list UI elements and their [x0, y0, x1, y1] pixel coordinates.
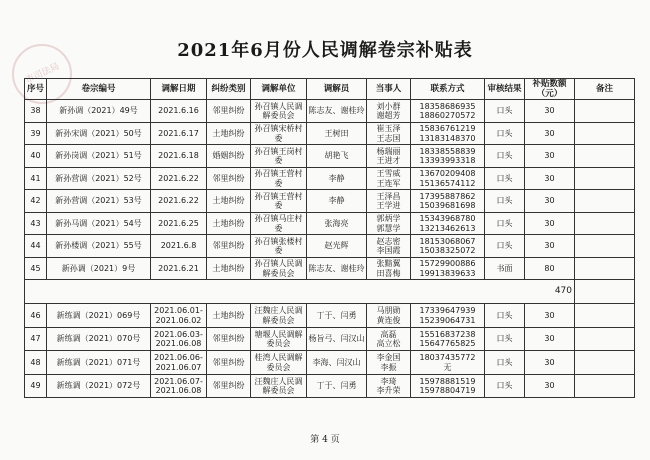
mediation-date-cell: 2021.06.01- 2021.06.02	[151, 304, 207, 328]
mediator-cell: 张海亮	[307, 212, 367, 235]
row-number-cell: 47	[25, 327, 47, 351]
remarks-cell	[575, 351, 635, 375]
mediation-date-cell: 2021.6.16	[151, 100, 207, 123]
seal-text: 市司法局	[24, 61, 62, 87]
table-row	[25, 235, 635, 258]
mediation-date-cell: 2021.6.8	[151, 235, 207, 258]
row-number-cell: 44	[25, 235, 47, 258]
mediation-unit-cell: 孙召镇王营村委	[251, 167, 307, 190]
contact-cell: 15516837238 15647765825	[411, 327, 485, 351]
header-cell: 卷宗编号	[47, 79, 151, 100]
contact-cell: 18358686935 18860270572	[411, 100, 485, 123]
header-cell: 备注	[575, 79, 635, 100]
subtotal-note-cell	[575, 280, 635, 304]
table-row	[25, 327, 635, 351]
mediation-unit-cell: 孙召镇张楼村委	[251, 235, 307, 258]
case-code-cell: 新孙马调（2021）54号	[47, 212, 151, 235]
remarks-cell	[575, 235, 635, 258]
row-number-cell: 41	[25, 167, 47, 190]
case-code-cell: 新孙营调（2021）52号	[47, 167, 151, 190]
contact-cell: 18153068067 15038325072	[411, 235, 485, 258]
mediation-date-cell: 2021.6.18	[151, 145, 207, 168]
review-result-cell: 口头	[485, 351, 525, 375]
table-row	[25, 374, 635, 398]
parties-cell: 崔玉泽 王志国	[367, 122, 411, 145]
subsidy-amount-cell: 30	[525, 304, 575, 328]
subsidy-amount-cell: 30	[525, 235, 575, 258]
mediation-date-cell: 2021.6.22	[151, 190, 207, 213]
row-number-cell: 42	[25, 190, 47, 213]
subsidy-amount-cell: 30	[525, 212, 575, 235]
contact-cell: 15729900886 19913839633	[411, 257, 485, 280]
remarks-cell	[575, 374, 635, 398]
row-number-cell: 46	[25, 304, 47, 328]
header-cell: 调解员	[307, 79, 367, 100]
contact-cell: 15836761219 13183148370	[411, 122, 485, 145]
mediator-cell: 陈志友、谢桂玲	[307, 100, 367, 123]
remarks-cell	[575, 257, 635, 280]
remarks-cell	[575, 212, 635, 235]
header-cell: 审核结果	[485, 79, 525, 100]
parties-cell: 赵志密 李国霞	[367, 235, 411, 258]
row-number-cell: 48	[25, 351, 47, 375]
row-number-cell: 43	[25, 212, 47, 235]
table-row	[25, 351, 635, 375]
row-number-cell: 45	[25, 257, 47, 280]
remarks-cell	[575, 100, 635, 123]
subsidy-amount-cell: 30	[525, 122, 575, 145]
review-result-cell: 口头	[485, 145, 525, 168]
review-result-cell: 口头	[485, 122, 525, 145]
mediator-cell: 丁于、闫勇	[307, 304, 367, 328]
header-cell: 当事人	[367, 79, 411, 100]
table-row	[25, 145, 635, 168]
review-result-cell: 口头	[485, 374, 525, 398]
table-row	[25, 100, 635, 123]
case-code-cell: 新孙调（2021）49号	[47, 100, 151, 123]
subsidy-amount-cell: 30	[525, 190, 575, 213]
page-number: 第 4 页	[310, 435, 340, 445]
table-row	[25, 122, 635, 145]
review-result-cell: 口头	[485, 190, 525, 213]
mediation-unit-cell: 孙召镇人民调解委员会	[251, 257, 307, 280]
case-code-cell: 新孙楼调（2021）55号	[47, 235, 151, 258]
parties-cell: 马朋勋 黄连俊	[367, 304, 411, 328]
mediator-cell: 王树田	[307, 122, 367, 145]
parties-cell: 王泽昌 王学进	[367, 190, 411, 213]
parties-cell: 郭炳学 郭慧学	[367, 212, 411, 235]
dispute-type-cell: 邻里纠纷	[207, 374, 251, 398]
mediation-date-cell: 2021.06.06- 2021.06.07	[151, 351, 207, 375]
contact-cell: 15343968780 13213462613	[411, 212, 485, 235]
case-code-cell: 新练调（2021）069号	[47, 304, 151, 328]
mediation-unit-cell: 孙召镇人民调解委员会	[251, 100, 307, 123]
mediation-unit-cell: 塘堰人民调解委员会	[251, 327, 307, 351]
subtotal-value: 470	[25, 280, 575, 304]
mediator-cell: 丁于、闫勇	[307, 374, 367, 398]
dispute-type-cell: 土地纠纷	[207, 304, 251, 328]
page-title: 2021年6月份人民调解卷宗补贴表	[177, 40, 473, 61]
table-row	[25, 190, 635, 213]
contact-cell: 17395887862 15039681698	[411, 190, 485, 213]
review-result-cell: 口头	[485, 212, 525, 235]
remarks-cell	[575, 304, 635, 328]
contact-cell: 15978881519 15978804719	[411, 374, 485, 398]
row-number-cell: 39	[25, 122, 47, 145]
case-code-cell: 新孙岗调（2021）51号	[47, 145, 151, 168]
case-code-cell: 新练调（2021）072号	[47, 374, 151, 398]
mediation-unit-cell: 汪魏庄人民调解委员会	[251, 304, 307, 328]
contact-cell: 18037435772 无	[411, 351, 485, 375]
case-code-cell: 新孙调（2021）9号	[47, 257, 151, 280]
mediator-cell: 李静	[307, 167, 367, 190]
mediation-date-cell: 2021.6.25	[151, 212, 207, 235]
dispute-type-cell: 土地纠纷	[207, 212, 251, 235]
dispute-type-cell: 土地纠纷	[207, 122, 251, 145]
header-cell: 联系方式	[411, 79, 485, 100]
header-cell: 调解日期	[151, 79, 207, 100]
contact-cell: 17339647939 15239064731	[411, 304, 485, 328]
mediator-cell: 陈志友、谢桂玲	[307, 257, 367, 280]
mediator-cell: 胡艳飞	[307, 145, 367, 168]
contact-cell: 13670209408 15136574112	[411, 167, 485, 190]
review-result-cell: 口头	[485, 100, 525, 123]
mediation-unit-cell: 孙召镇王岗村委	[251, 145, 307, 168]
mediator-cell: 李静	[307, 190, 367, 213]
row-number-cell: 49	[25, 374, 47, 398]
subsidy-amount-cell: 30	[525, 374, 575, 398]
mediation-date-cell: 2021.6.21	[151, 257, 207, 280]
dispute-type-cell: 邻里纠纷	[207, 100, 251, 123]
review-result-cell: 口头	[485, 167, 525, 190]
mediation-date-cell: 2021.6.17	[151, 122, 207, 145]
dispute-type-cell: 婚姻纠纷	[207, 145, 251, 168]
mediation-date-cell: 2021.6.22	[151, 167, 207, 190]
parties-cell: 刘小群 谢超芳	[367, 100, 411, 123]
subsidy-amount-cell: 30	[525, 351, 575, 375]
header-cell: 纠纷类别	[207, 79, 251, 100]
dispute-type-cell: 邻里纠纷	[207, 235, 251, 258]
review-result-cell: 书面	[485, 257, 525, 280]
case-code-cell: 新孙宋调（2021）50号	[47, 122, 151, 145]
review-result-cell: 口头	[485, 235, 525, 258]
case-code-cell: 新练调（2021）071号	[47, 351, 151, 375]
subsidy-amount-cell: 30	[525, 167, 575, 190]
remarks-cell	[575, 327, 635, 351]
remarks-cell	[575, 122, 635, 145]
dispute-type-cell: 土地纠纷	[207, 257, 251, 280]
parties-cell: 王雪威 王连军	[367, 167, 411, 190]
dispute-type-cell: 土地纠纷	[207, 190, 251, 213]
row-number-cell: 38	[25, 100, 47, 123]
table-row	[25, 257, 635, 280]
mediation-unit-cell: 孙召镇王营村委	[251, 190, 307, 213]
case-code-cell: 新练调（2021）070号	[47, 327, 151, 351]
remarks-cell	[575, 167, 635, 190]
subtotal-row	[25, 280, 635, 304]
dispute-type-cell: 邻里纠纷	[207, 167, 251, 190]
mediation-date-cell: 2021.06.07- 2021.06.08	[151, 374, 207, 398]
mediation-unit-cell: 孙召镇宋桥村委	[251, 122, 307, 145]
case-code-cell: 新孙营调（2021）53号	[47, 190, 151, 213]
mediator-cell: 赵光辉	[307, 235, 367, 258]
header-cell: 调解单位	[251, 79, 307, 100]
table-row	[25, 212, 635, 235]
mediation-date-cell: 2021.06.03- 2021.06.08	[151, 327, 207, 351]
mediation-unit-cell: 桂湾人民调解委员会	[251, 351, 307, 375]
remarks-cell	[575, 145, 635, 168]
table-header-row	[25, 79, 635, 100]
mediator-cell: 杨旨弓、闫汉山	[307, 327, 367, 351]
table-row	[25, 167, 635, 190]
parties-cell: 李金国 李振	[367, 351, 411, 375]
subsidy-amount-cell: 30	[525, 100, 575, 123]
subsidy-table	[24, 78, 635, 398]
header-cell: 序号	[25, 79, 47, 100]
row-number-cell: 40	[25, 145, 47, 168]
parties-cell: 李琦 李升荣	[367, 374, 411, 398]
subsidy-amount-cell: 30	[525, 145, 575, 168]
header-cell: 补贴数额（元）	[525, 79, 575, 100]
table-row	[25, 304, 635, 328]
contact-cell: 18338558839 13393993318	[411, 145, 485, 168]
mediation-unit-cell: 汪魏庄人民调解委员会	[251, 374, 307, 398]
parties-cell: 张黯翼 田喜梅	[367, 257, 411, 280]
remarks-cell	[575, 190, 635, 213]
parties-cell: 杨瑞丽 王进才	[367, 145, 411, 168]
dispute-type-cell: 邻里纠纷	[207, 327, 251, 351]
subsidy-amount-cell: 30	[525, 327, 575, 351]
review-result-cell: 口头	[485, 304, 525, 328]
mediation-unit-cell: 孙召镇马庄村委	[251, 212, 307, 235]
subsidy-amount-cell: 80	[525, 257, 575, 280]
parties-cell: 高磊 高立松	[367, 327, 411, 351]
dispute-type-cell: 邻里纠纷	[207, 351, 251, 375]
mediator-cell: 李海、闫汉山	[307, 351, 367, 375]
review-result-cell: 口头	[485, 327, 525, 351]
